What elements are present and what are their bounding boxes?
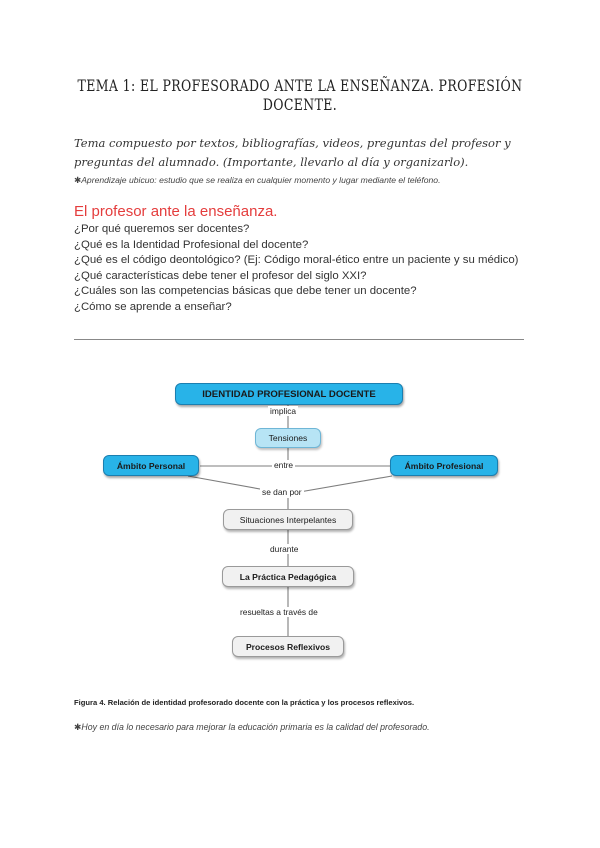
node-identidad-profesional: IDENTIDAD PROFESIONAL DOCENTE [175, 383, 403, 405]
node-procesos-reflexivos: Procesos Reflexivos [232, 636, 344, 657]
link-label-implica: implica [270, 406, 297, 416]
concept-map [100, 372, 510, 667]
node-practica-pedagogica: La Práctica Pedagógica [222, 566, 354, 587]
figure-caption: Figura 4. Relación de identidad profesorado docente con la práctica y los procesos reflexivos. [74, 698, 415, 707]
question-item: ¿Qué es el código deontológico? (Ej: Código moral-ético entre un paciente y su médico) [74, 254, 519, 267]
ubiquitous-learning-note: ✱Aprendizaje ubicuo: estudio que se realiza en cualquier momento y lugar mediante el teléfono. [74, 175, 441, 185]
question-item: ¿Por qué queremos ser docentes? [74, 223, 250, 235]
node-ambito-personal: Ámbito Personal [103, 455, 199, 476]
node-tensiones: Tensiones [255, 428, 321, 448]
section-title: El profesor ante la enseñanza. [74, 203, 278, 220]
link-label-resueltas: resueltas a través de [240, 607, 318, 617]
connector-line [288, 476, 392, 494]
intro-text: Tema compuesto por textos, bibliografías, videos, preguntas del profesor y preguntas del alumnado. (Importante, llevarlo al día y organizarlo). [74, 136, 511, 169]
question-item: ¿Cuáles son las competencias básicas que debe tener un docente? [74, 285, 417, 298]
question-list [74, 222, 526, 316]
page-title: TEMA 1: EL PROFESORADO ANTE LA ENSEÑANZA. PROFESIÓN DOCENTE. [77, 76, 523, 114]
node-ambito-profesional: Ámbito Profesional [390, 455, 498, 476]
node-situaciones-interpelantes: Situaciones Interpelantes [223, 509, 353, 530]
link-label-se-dan-por: se dan por [262, 487, 302, 497]
link-label-entre: entre [274, 460, 294, 470]
horizontal-divider [74, 339, 524, 340]
question-item: ¿Cómo se aprende a enseñar? [74, 300, 232, 313]
question-item: ¿Qué es la Identidad Profesional del docente? [74, 238, 309, 251]
question-item: ¿Qué características debe tener el profesor del siglo XXI? [74, 269, 367, 282]
footer-note: ✱Hoy en día lo necesario para mejorar la educación primaria es la calidad del profesorado. [74, 722, 430, 732]
link-label-durante: durante [270, 544, 299, 554]
